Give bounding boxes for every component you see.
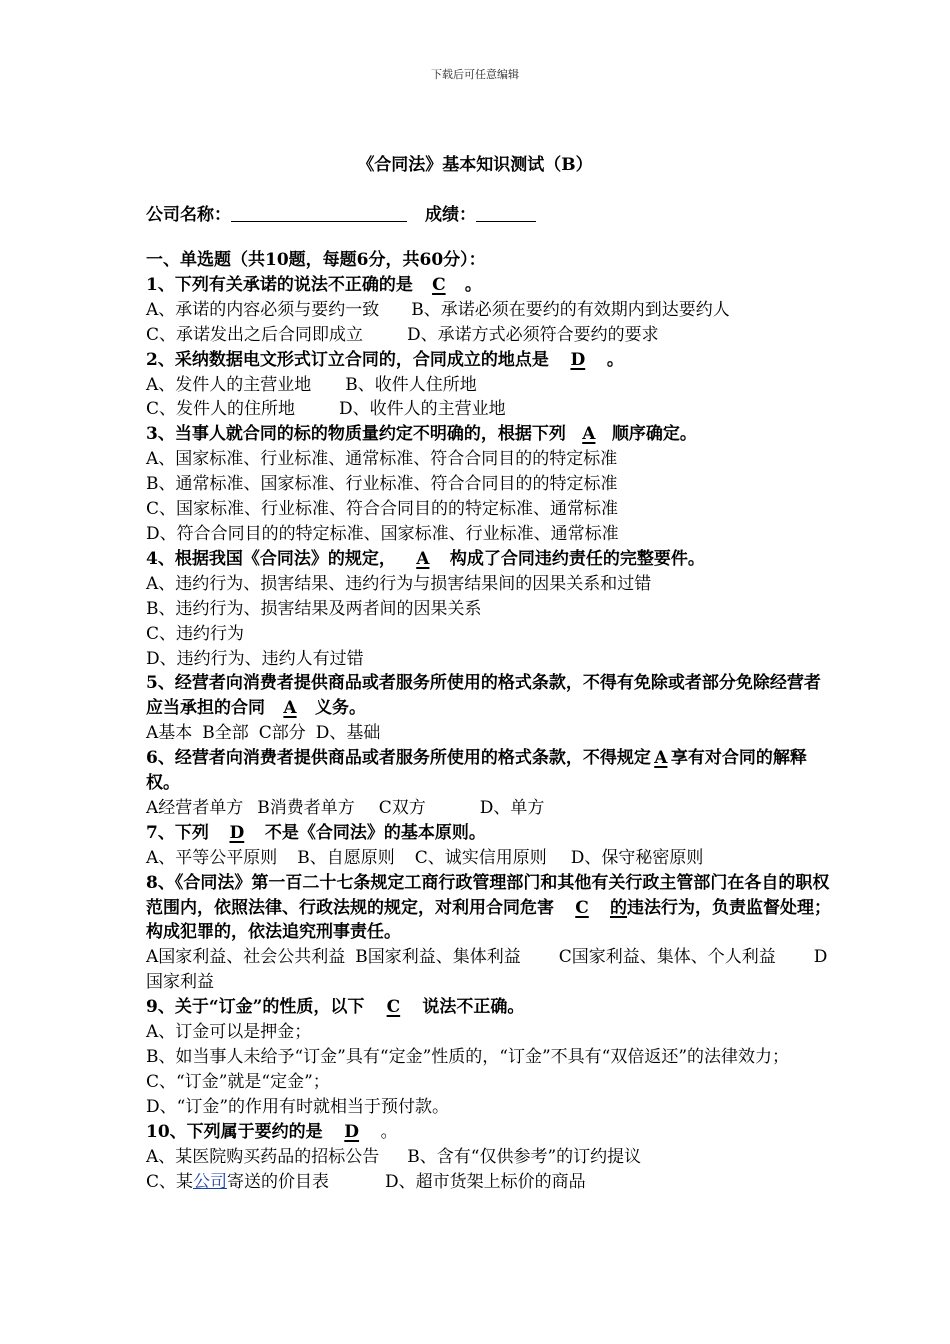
- company-blank[interactable]: [231, 203, 407, 222]
- q7-option-b: B、自愿原则: [297, 847, 395, 868]
- question-8: [146, 871, 836, 946]
- q6-option-b: B消费者单方: [257, 797, 355, 818]
- q5-options: [146, 721, 836, 746]
- q10-options-row2: [146, 1170, 836, 1195]
- q1-stem-end: 。: [464, 274, 482, 295]
- question-1: [146, 273, 836, 298]
- q10-option-c-suffix: 寄送的价目表: [227, 1171, 330, 1192]
- q6-option-d: D、单方: [479, 797, 545, 818]
- question-2: [146, 348, 836, 373]
- q10-stem-end: 。: [380, 1121, 398, 1142]
- q9-option-c: C、“订金”就是“定金”；: [146, 1071, 330, 1092]
- q8-answer-trail: 的: [610, 897, 627, 918]
- q8-option-c: C国家利益、集体、个人利益: [558, 947, 776, 968]
- q3-stem-end: 顺序确定。: [611, 424, 697, 445]
- q3-option-a: A、国家标准、行业标准、通常标准、符合合同目的的特定标准: [146, 449, 618, 470]
- q1-options-row2: [146, 323, 836, 348]
- header-note: 下载后可任意编辑: [431, 68, 519, 81]
- q10-option-a: A、某医院购买药品的招标公告: [146, 1146, 380, 1167]
- q9-option-b: B、如当事人未给予“订金”具有“定金”性质的，“订金”不具有“双倍返还”的法律效力；: [146, 1047, 790, 1067]
- q2-answer: D: [570, 349, 586, 370]
- q9-stem: 9、关于“订金”的性质，以下: [146, 997, 365, 1018]
- q3-option-c: C、国家标准、行业标准、符合合同目的的特定标准、通常标准: [146, 499, 619, 520]
- question-3: [146, 422, 836, 447]
- q2-options-row1: [146, 373, 836, 398]
- q7-option-c: C、诚实信用原则: [414, 847, 547, 868]
- score-blank[interactable]: [476, 203, 536, 222]
- q10-options-row1: [146, 1145, 836, 1170]
- q7-option-a: A、平等公平原则: [146, 847, 278, 868]
- q8-option-a: A国家利益、社会公共利益: [146, 947, 346, 968]
- q2-stem: 2、采纳数据电文形式订立合同的，合同成立的地点是: [146, 349, 549, 370]
- question-9: [146, 995, 836, 1020]
- q7-options: [146, 846, 836, 871]
- q9-option-d: D、“订金”的作用有时就相当于预付款。: [146, 1096, 450, 1117]
- question-4: [146, 547, 836, 572]
- q2-option-a: A、发件人的主营业地: [146, 374, 312, 395]
- q8-option-b: B国家利益、集体利益: [355, 947, 521, 968]
- q6-options: [146, 796, 836, 821]
- company-link[interactable]: 公司: [193, 1171, 228, 1192]
- q5-answer: A: [283, 698, 297, 719]
- q5-option-c: C部分: [258, 723, 306, 744]
- q4-answer: A: [416, 548, 430, 569]
- q10-answer: D: [344, 1121, 360, 1142]
- question-content: [146, 248, 836, 1194]
- score-label: 成绩：: [425, 205, 476, 225]
- q4-stem: 4、根据我国《合同法》的规定，: [146, 548, 396, 569]
- q2-option-d: D、收件人的主营业地: [339, 399, 506, 420]
- q3-option-d: D、符合合同目的的特定标准、国家标准、行业标准、通常标准: [146, 523, 619, 544]
- q4-stem-end: 构成了合同违约责任的完整要件。: [449, 548, 705, 569]
- q8-option-d: D国家利益: [146, 947, 828, 993]
- q6-stem-end: 享有对合同的解释权。: [146, 748, 807, 794]
- q1-option-c: C、承诺发出之后合同即成立: [146, 324, 364, 345]
- q8-answer: C: [575, 897, 589, 918]
- q8-stem: 8、《合同法》第一百二十七条规定工商行政管理部门和其他有关行政主管部门在各自的职权范围内，依照法律、行政法规的规定，对利用合同危害: [146, 872, 830, 918]
- question-6: [146, 746, 836, 796]
- q2-stem-end: 。: [606, 349, 624, 370]
- q1-stem: 1、下列有关承诺的说法不正确的是: [146, 274, 413, 295]
- section-title: 一、单选题（共10题，每题6分，共60分）：: [146, 250, 486, 270]
- q10-option-d: D、超市货架上标价的商品: [385, 1171, 586, 1192]
- q9-answer: C: [386, 997, 401, 1018]
- q7-option-d: D、保守秘密原则: [570, 847, 704, 868]
- q4-option-a: A、违约行为、损害结果、违约行为与损害结果间的因果关系和过错: [146, 573, 652, 594]
- q9-option-a: A、订金可以是押金；: [146, 1022, 312, 1043]
- q6-answer: A: [654, 748, 668, 769]
- q1-options-row1: [146, 298, 836, 323]
- q4-option-d: D、违约行为、违约人有过错: [146, 648, 364, 669]
- q7-stem: 7、下列: [146, 822, 209, 843]
- q1-answer: C: [432, 274, 446, 295]
- q5-stem: 5、经营者向消费者提供商品或者服务所使用的格式条款，不得有免除或者部分免除经营者应当承担的合同: [146, 673, 821, 719]
- info-line: [146, 200, 536, 225]
- q6-option-c: C双方: [378, 797, 426, 818]
- q1-option-a: A、承诺的内容必须与要约一致: [146, 299, 380, 320]
- q3-option-b: B、通常标准、国家标准、行业标准、符合合同目的的特定标准: [146, 474, 618, 495]
- page-title: 《合同法》基本知识测试（B）: [357, 155, 593, 175]
- q7-answer: D: [229, 822, 245, 843]
- q2-option-b: B、收件人住所地: [345, 374, 477, 395]
- q6-stem: 6、经营者向消费者提供商品或者服务所使用的格式条款，不得规定: [146, 748, 651, 769]
- q8-options: [146, 945, 836, 995]
- q7-stem-end: 不是《合同法》的基本原则。: [264, 822, 486, 843]
- q10-option-c-prefix: C、某: [146, 1171, 194, 1192]
- q5-option-d: D、基础: [315, 723, 381, 744]
- question-7: [146, 821, 836, 846]
- q4-option-c: C、违约行为: [146, 623, 245, 644]
- q2-options-row2: [146, 397, 836, 422]
- q5-stem-end: 义务。: [315, 698, 366, 719]
- q5-option-b: B全部: [202, 723, 249, 744]
- q1-option-b: B、承诺必须在要约的有效期内到达要约人: [411, 299, 730, 320]
- q6-option-a: A经营者单方: [146, 797, 244, 818]
- q1-option-d: D、承诺方式必须符合要约的要求: [407, 324, 659, 345]
- question-10: [146, 1120, 836, 1145]
- q9-stem-end: 说法不正确。: [422, 997, 525, 1018]
- q3-answer: A: [582, 424, 596, 445]
- company-label: 公司名称：: [146, 205, 231, 225]
- q10-option-b: B、含有“仅供参考”的订约提议: [407, 1146, 642, 1167]
- q4-option-b: B、违约行为、损害结果及两者间的因果关系: [146, 598, 482, 619]
- q10-stem: 10、下列属于要约的是: [146, 1121, 323, 1142]
- q5-option-a: A基本: [146, 723, 193, 744]
- question-5: [146, 671, 836, 721]
- q2-option-c: C、发件人的住所地: [146, 399, 296, 420]
- q3-stem: 3、当事人就合同的标的物质量约定不明确的，根据下列: [146, 424, 566, 445]
- q8-stem-end: 违法行为，负责监督处理；构成犯罪的，依法追究刑事责任。: [146, 897, 831, 943]
